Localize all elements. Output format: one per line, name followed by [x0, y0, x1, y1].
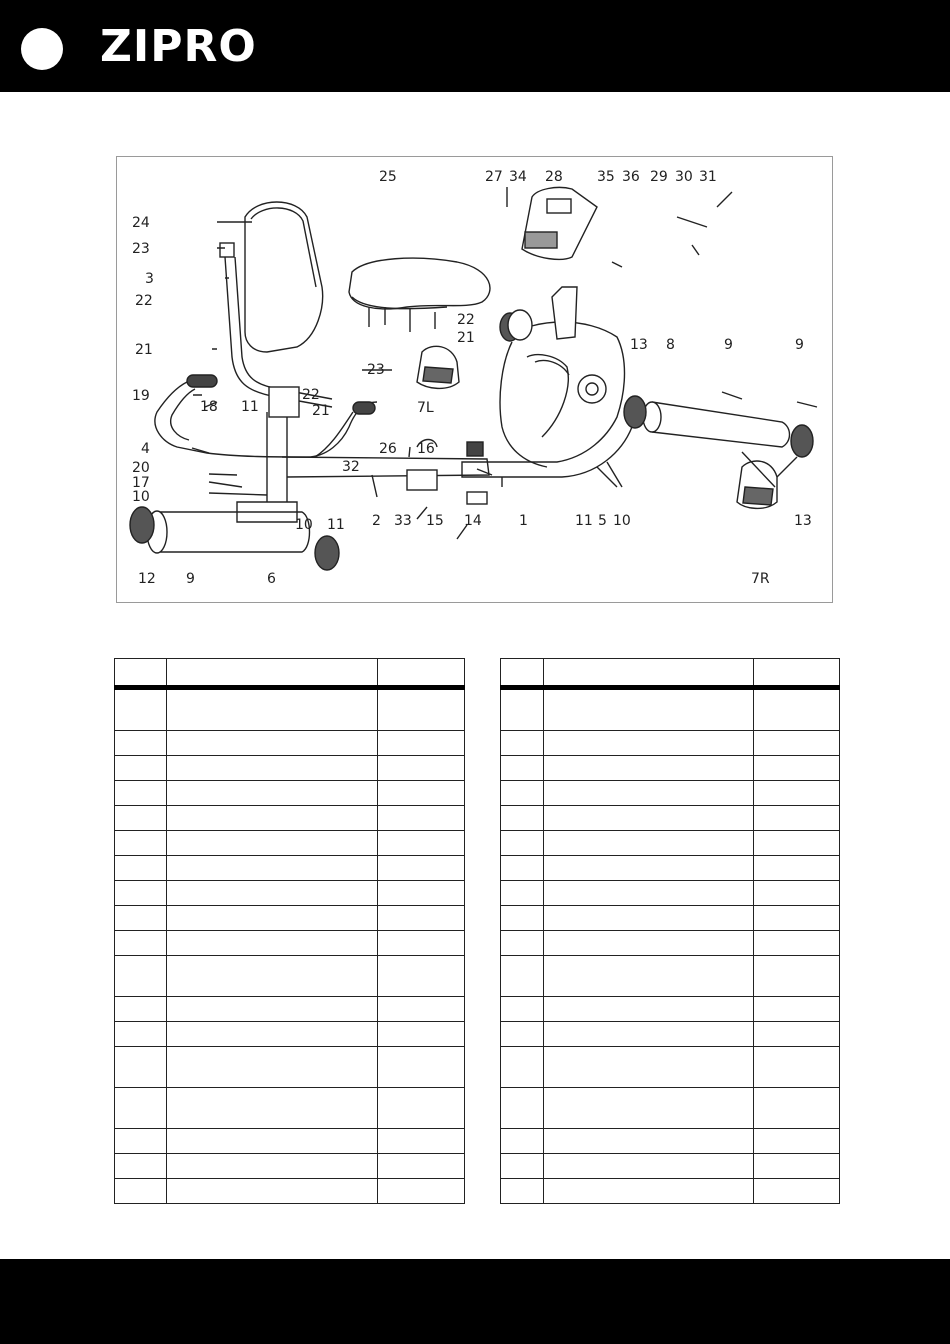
callout-25: 25 [379, 169, 397, 185]
table-row [501, 997, 840, 1022]
table-row [115, 1022, 465, 1047]
callout-33: 33 [394, 513, 412, 529]
callout-19: 19 [132, 388, 150, 404]
callout-6: 6 [267, 571, 276, 587]
table-row [115, 688, 465, 731]
callout-13: 13 [630, 337, 648, 353]
callout-35: 35 [597, 169, 615, 185]
table-row [501, 931, 840, 956]
callout-4: 4 [141, 441, 150, 457]
brand-logo: ZIPRO [100, 21, 257, 72]
callout-23b: 23 [367, 362, 385, 378]
callout-22b: 22 [457, 312, 475, 328]
table-row [115, 956, 465, 997]
table-row [501, 1129, 840, 1154]
exploded-view-drawing [117, 157, 832, 602]
callout-7r: 7R [751, 571, 770, 587]
callout-17: 17 [132, 475, 150, 491]
table-row [501, 1022, 840, 1047]
table-row [115, 931, 465, 956]
table-row [501, 688, 840, 731]
table-row [501, 1088, 840, 1129]
callout-22: 22 [135, 293, 153, 309]
table-row [501, 756, 840, 781]
table-header-row [501, 659, 840, 688]
table-row [501, 1154, 840, 1179]
table-row [501, 831, 840, 856]
callout-13b: 13 [794, 513, 812, 529]
callout-5: 5 [598, 513, 607, 529]
table-row [115, 1047, 465, 1088]
table-row [115, 1179, 465, 1204]
header-bar [0, 0, 950, 92]
callout-22c: 22 [302, 387, 320, 403]
parts-table-left [114, 658, 465, 1204]
table-row [115, 756, 465, 781]
callout-21: 21 [135, 342, 153, 358]
callout-9: 9 [724, 337, 733, 353]
callout-9b: 9 [795, 337, 804, 353]
table-row [501, 781, 840, 806]
callout-1: 1 [519, 513, 528, 529]
table-row [501, 956, 840, 997]
callout-26: 26 [379, 441, 397, 457]
table-row [115, 781, 465, 806]
callout-36: 36 [622, 169, 640, 185]
callout-24: 24 [132, 215, 150, 231]
parts-table-right [500, 658, 840, 1204]
footer-bar [0, 1259, 950, 1344]
callout-9c: 9 [186, 571, 195, 587]
table-row [115, 881, 465, 906]
table-row [501, 856, 840, 881]
callout-12: 12 [138, 571, 156, 587]
exploded-view-diagram [116, 156, 833, 603]
callout-34: 34 [509, 169, 527, 185]
callout-18: 18 [200, 399, 218, 415]
callout-10: 10 [132, 489, 150, 505]
callout-11b: 11 [327, 517, 345, 533]
callout-21b: 21 [457, 330, 475, 346]
callout-3: 3 [145, 271, 154, 287]
callout-14: 14 [464, 513, 482, 529]
table-row [501, 1179, 840, 1204]
callout-11c: 11 [575, 513, 593, 529]
callout-21c: 21 [312, 403, 330, 419]
callout-27: 27 [485, 169, 503, 185]
table-row [501, 731, 840, 756]
callout-29: 29 [650, 169, 668, 185]
callout-2: 2 [372, 513, 381, 529]
table-row [501, 1047, 840, 1088]
table-row [501, 806, 840, 831]
table-row [501, 906, 840, 931]
callout-8: 8 [666, 337, 675, 353]
table-row [115, 1154, 465, 1179]
table-row [115, 806, 465, 831]
callout-20: 20 [132, 460, 150, 476]
table-row [115, 856, 465, 881]
table-header-row [115, 659, 465, 688]
callout-32: 32 [342, 459, 360, 475]
table-row [501, 881, 840, 906]
table-row [115, 831, 465, 856]
callout-23: 23 [132, 241, 150, 257]
callout-10c: 10 [613, 513, 631, 529]
brand-dot-icon [21, 28, 63, 70]
callout-28: 28 [545, 169, 563, 185]
callout-15: 15 [426, 513, 444, 529]
table-row [115, 906, 465, 931]
table-row [115, 997, 465, 1022]
callout-10b: 10 [295, 517, 313, 533]
callout-31: 31 [699, 169, 717, 185]
table-row [115, 1088, 465, 1129]
callout-16: 16 [417, 441, 435, 457]
table-row [115, 731, 465, 756]
callout-11: 11 [241, 399, 259, 415]
table-row [115, 1129, 465, 1154]
callout-7l: 7L [417, 400, 434, 416]
callout-30: 30 [675, 169, 693, 185]
